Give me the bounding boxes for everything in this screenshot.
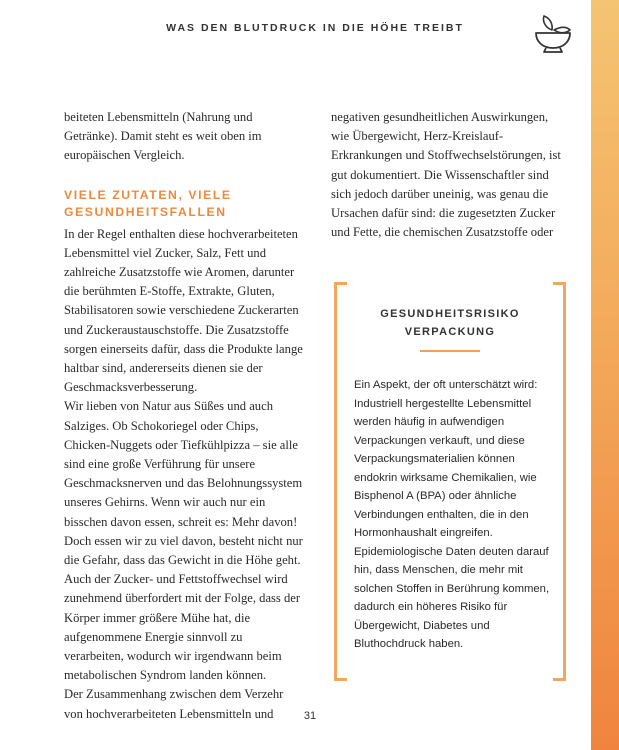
section-heading: VIELE ZUTATEN, VIELE GESUNDHEITSFALLEN xyxy=(64,187,232,219)
intro-paragraph: beiteten Lebensmitteln (Nahrung und Getränke). Damit steht es weit oben im europäischen Vergleich. xyxy=(64,110,262,163)
right-bracket xyxy=(553,282,566,681)
info-box-body: Ein Aspekt, der oft unterschätzt wird: Industriell hergestellte Lebensmittel werden häufig in aufwendigen Verpackungen verkauft, und diese Verpackungsmaterialien können endokrin wirksame Chemikalien, wie Bisphenol A (BPA) oder ähnliche Verbindungen enthalten, die in den Hormonhaushalt eingreifen. Epidemiologische Daten deuten darauf hin, dass Menschen, die mehr mit solchen Stoffen in Berührung kommen, dadurch ein höheres Risiko für Übergewicht, Diabetes und Bluthochdruck haben. xyxy=(354,379,550,650)
mortar-pestle-leaf-icon xyxy=(532,14,574,54)
info-box-divider xyxy=(420,350,480,352)
info-box xyxy=(334,282,566,675)
info-box-title: GESUNDHEITSRISIKO VERPACKUNG xyxy=(380,308,520,338)
orange-sidebar-strip xyxy=(591,0,619,750)
body-paragraph: In der Regel enthalten diese hochverarbeiteten Lebensmittel viel Zucker, Salz, Fett und zahlreiche Zusatzstoffe wie Aromen, darunter die berühmten E-Stoffe, Extrakte, Gluten, Stabilisatoren sowie verschiedene Zuckerarten und Zuckeraustauschstoffe. Die Zusatzstoffe sorgen einerseits dafür, dass die Produkte lange haltbar sind, andererseits dienen sie der Geschmacksverbesserung. xyxy=(64,226,303,395)
body-paragraph: Der Zusammenhang zwischen dem Verzehr von hochverarbeiteten Lebensmitteln und xyxy=(64,687,284,721)
page-number: 31 xyxy=(303,710,317,722)
left-bracket xyxy=(334,282,347,681)
right-column xyxy=(331,108,563,242)
body-paragraph: Wir lieben von Natur aus Süßes und auch Salziges. Ob Schokoriegel oder Chips, Chicken-Nuggets oder Tiefkühlpizza – sie alle sind eine große Verführung für unsere Geschmacksnerven und das Belohnungssystem unseres Gehirns. Wenn wir auch nur ein bisschen davon essen, schreit es: Mehr davon! Doch essen wir zu viel davon, besteht nicht nur die Gefahr, dass das Gewicht in die Höhe geht. Auch der Zucker- und Fettstoffwechsel wird zunehmend überfordert mit der Folge, dass der Körper immer größere Mühe hat, die aufgenommene Energie sinnvoll zu verarbeiten, wodurch wir irgendwann beim metabolischen Syndrom landen können. xyxy=(64,399,303,683)
running-title: WAS DEN BLUTDRUCK IN DIE HÖHE TREIBT xyxy=(166,22,464,34)
body-paragraph: negativen gesundheitlichen Auswirkungen, wie Übergewicht, Herz-Kreislauf-Erkrankungen und Stoffwechselstörungen, ist gut dokumentiert. Die Wissenschaftler sind sich jedoch darüber uneinig, was genau die Ursachen dafür sind: die zugesetzten Zucker und Fette, die chemischen Zusatzstoffe oder xyxy=(331,110,561,240)
left-column xyxy=(64,108,304,724)
